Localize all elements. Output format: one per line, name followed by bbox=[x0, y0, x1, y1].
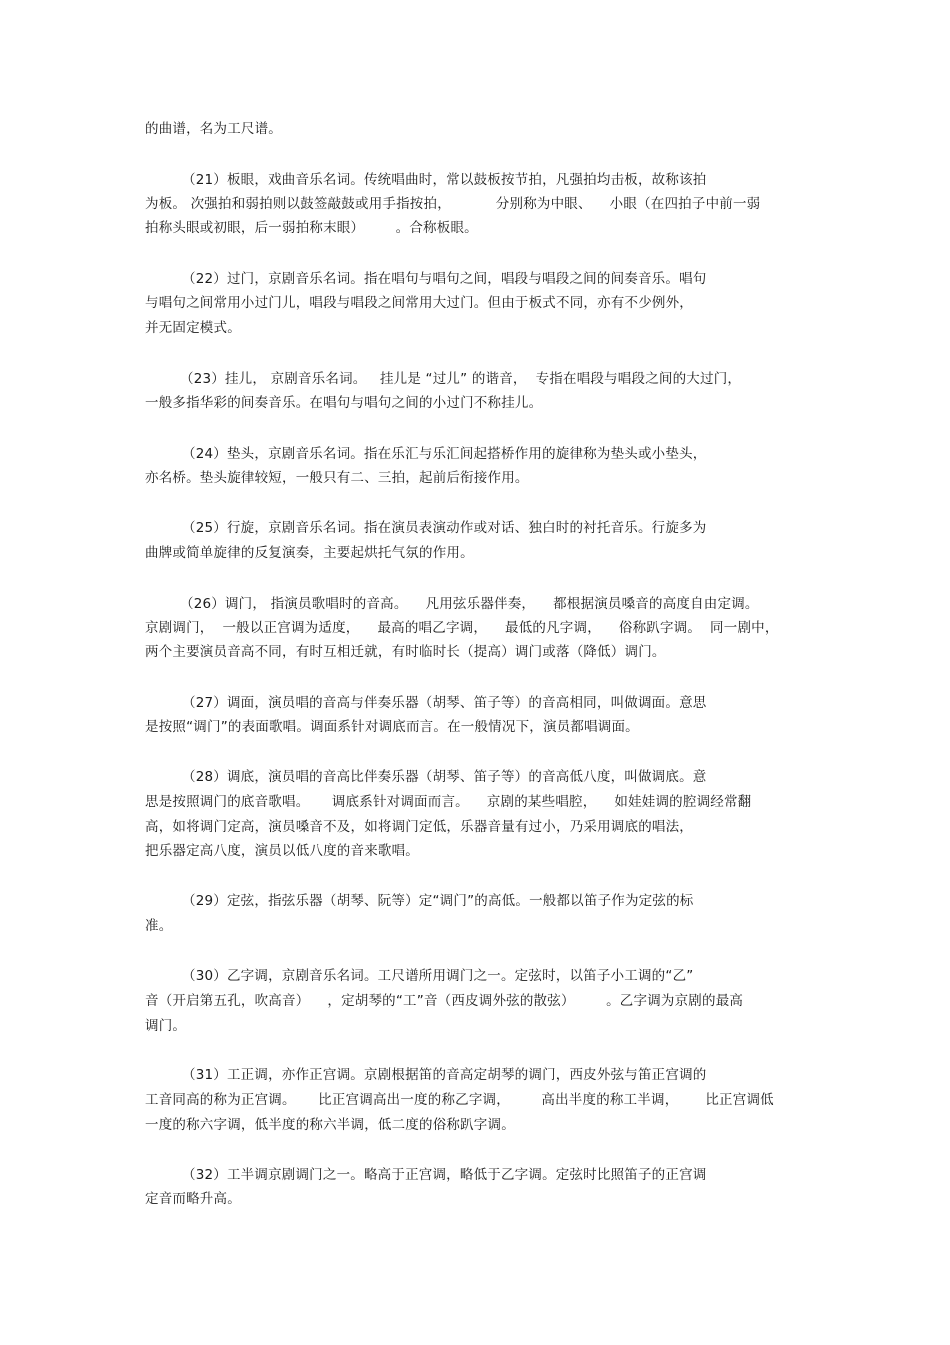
entry-29-line-1: （29）定弦，指弦乐器（胡琴、阮等）定“调门”的高低。一般都以笛子作为定弦的标 bbox=[182, 893, 694, 909]
entry-21-line-1: （21）板眼，戏曲音乐名词。传统唱曲时，常以鼓板按节拍，凡强拍均击板，故称该拍 bbox=[182, 172, 707, 188]
entry-28-line-3: 高，如将调门定高，演员嗓音不及，如将调门定低，乐器音量有过小，乃采用调底的唱法， bbox=[145, 819, 693, 835]
entry-22-line-2: 与唱句之间常用小过门儿，唱段与唱段之间常用大过门。但由于板式不同，亦有不少例外， bbox=[145, 295, 693, 311]
entry-29-line-2: 准。 bbox=[145, 918, 173, 934]
entry-24-line-1: （24）垫头，京剧音乐名词。指在乐汇与乐汇间起搭桥作用的旋律称为垫头或小垫头， bbox=[182, 446, 707, 462]
entry-31-line-2: 工音同高的称为正宫调。 比正宫调高出一度的称乙字调， 高出半度的称工半调， 比正宫调低 bbox=[145, 1092, 774, 1108]
entry-32-line-2: 定音而略升高。 bbox=[145, 1191, 241, 1207]
entry-31-line-3: 一度的称六字调，低半度的称六半调，低二度的俗称趴字调。 bbox=[145, 1117, 515, 1133]
entry-24-line-2: 亦名桥。垫头旋律较短，一般只有二、三拍，起前后衔接作用。 bbox=[145, 470, 529, 486]
entry-21-line-2: 为板。 次强拍和弱拍则以鼓签敲鼓或用手指按拍， 分别称为中眼、 小眼（在四拍子中前一弱 bbox=[145, 196, 761, 212]
entry-30-line-3: 调门。 bbox=[145, 1018, 187, 1034]
entry-30-line-2: 音（开启第五孔，吹高音） ，定胡琴的“工”音（西皮调外弦的散弦） 。乙字调为京剧的最高 bbox=[145, 993, 744, 1009]
intro-line: 的曲谱，名为工尺谱。 bbox=[145, 121, 282, 137]
entry-22-line-3: 并无固定模式。 bbox=[145, 320, 241, 336]
entry-25-line-2: 曲牌或简单旋律的反复演奏，主要起烘托气氛的作用。 bbox=[145, 545, 474, 561]
entry-31-line-1: （31）工正调，亦作正宫调。京剧根据笛的音高定胡琴的调门，西皮外弦与笛正宫调的 bbox=[182, 1067, 707, 1083]
entry-27-line-2: 是按照“调门”的表面歌唱。调面系针对调底而言。在一般情况下，演员都唱调面。 bbox=[145, 719, 639, 735]
entry-22-line-1: （22）过门，京剧音乐名词。指在唱句与唱句之间，唱段与唱段之间的间奏音乐。唱句 bbox=[182, 271, 707, 287]
entry-28-line-4: 把乐器定高八度，演员以低八度的音来歌唱。 bbox=[145, 843, 419, 859]
entry-21-line-3: 拍称头眼或初眼，后一弱拍称末眼） 。合称板眼。 bbox=[145, 220, 478, 236]
entry-23-line-2: 一般多指华彩的间奏音乐。在唱句与唱句之间的小过门不称挂儿。 bbox=[145, 395, 543, 411]
entry-28-line-1: （28）调底，演员唱的音高比伴奏乐器（胡琴、笛子等）的音高低八度，叫做调底。意 bbox=[182, 769, 707, 785]
entry-26-line-1: （26）调门， 指演员歌唱时的音高。 凡用弦乐器伴奏， 都根据演员嗓音的高度自由定调。 bbox=[180, 596, 759, 612]
entry-28-line-2: 思是按照调门的底音歌唱。 调底系针对调面而言。 京剧的某些唱腔， 如娃娃调的腔调经常翻 bbox=[145, 794, 752, 810]
entry-30-line-1: （30）乙字调，京剧音乐名词。工尺谱所用调门之一。定弦时，以笛子小工调的“乙” bbox=[182, 968, 694, 984]
entry-26-line-3: 两个主要演员音高不同，有时互相迁就，有时临时长（提高）调门或落（降低）调门。 bbox=[145, 644, 666, 660]
entry-32-line-1: （32）工半调京剧调门之一。略高于正宫调，略低于乙字调。定弦时比照笛子的正宫调 bbox=[182, 1167, 707, 1183]
entry-25-line-1: （25）行旋，京剧音乐名词。指在演员表演动作或对话、独白时的衬托音乐。行旋多为 bbox=[182, 520, 707, 536]
entry-26-line-2: 京剧调门， 一般以正宫调为适度， 最高的唱乙字调， 最低的凡字调， 俗称趴字调。 同一剧中， bbox=[145, 620, 779, 636]
entry-27-line-1: （27）调面，演员唱的音高与伴奏乐器（胡琴、笛子等）的音高相同，叫做调面。意思 bbox=[182, 695, 707, 711]
entry-23-line-1: （23）挂儿， 京剧音乐名词。 挂儿是 “过儿” 的谐音， 专指在唱段与唱段之间的大过门， bbox=[180, 371, 742, 387]
